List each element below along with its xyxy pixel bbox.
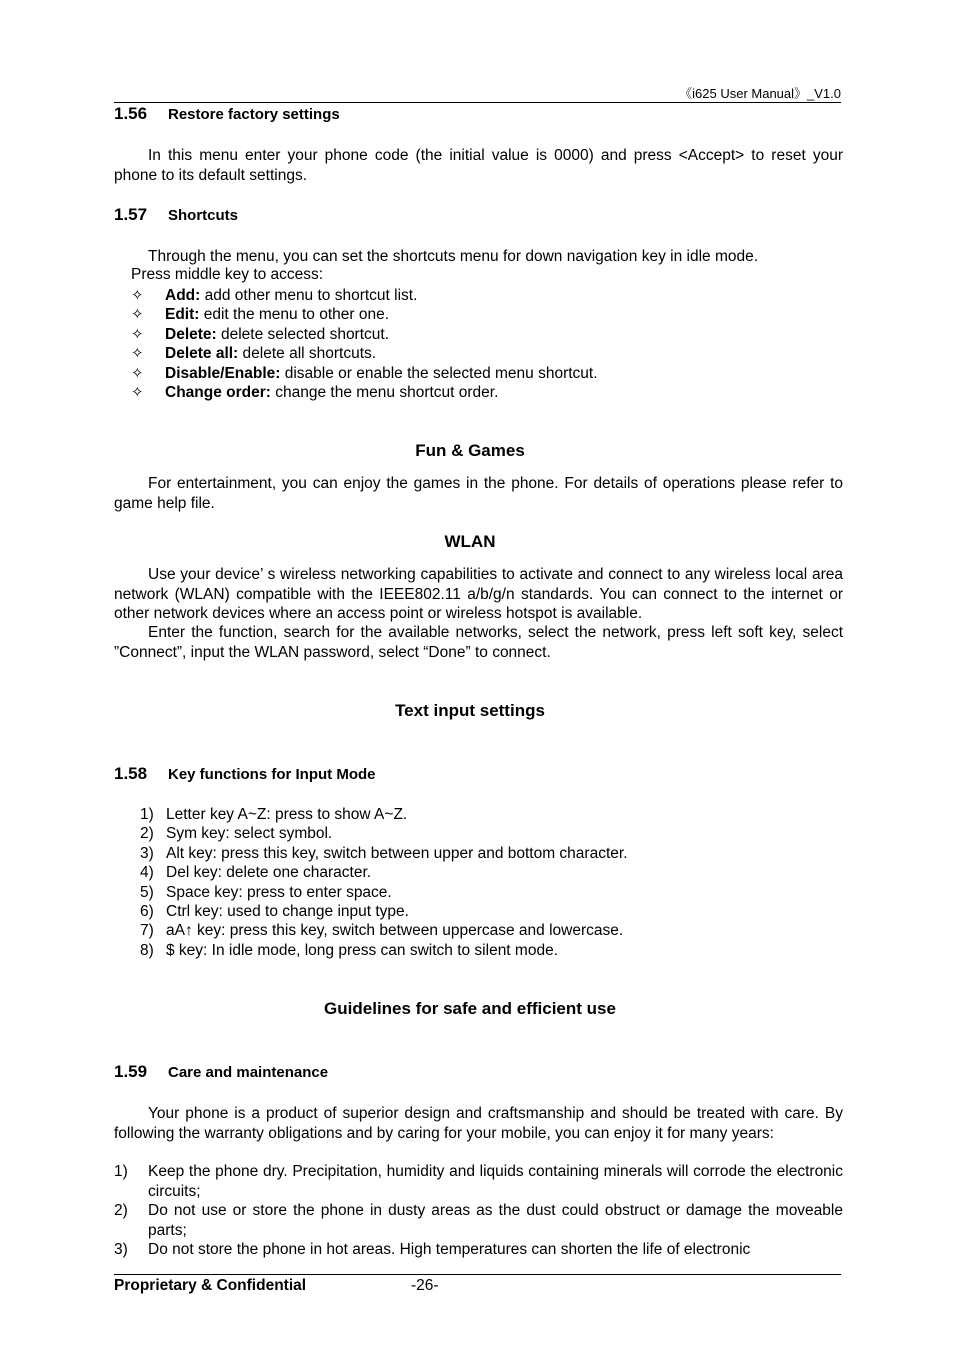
item-term: Change order:: [165, 384, 271, 401]
shortcuts-intro-2: Press middle key to access:: [131, 266, 324, 283]
item-text: Letter key A~Z: press to show A~Z.: [166, 806, 408, 823]
item-term: Disable/Enable:: [165, 364, 281, 382]
item-text: Alt key: press this key, switch between upper and bottom character.: [166, 844, 628, 862]
page-number: -26-: [411, 1277, 439, 1294]
text-input-heading: Text input settings: [395, 701, 545, 720]
item-text: Space key: press to enter space.: [166, 883, 392, 901]
guidelines-heading: Guidelines for safe and efficient use: [324, 999, 616, 1018]
section-heading-1-59: [114, 1062, 328, 1082]
list-item: [140, 922, 623, 940]
item-number: 2): [114, 1202, 128, 1219]
item-number: 6): [140, 903, 154, 920]
wlan-heading: WLAN: [444, 532, 496, 551]
item-text: Do not use or store the phone in dusty areas as the dust could obstruct or damage the moveable parts;: [148, 1202, 843, 1239]
list-item: [131, 286, 417, 305]
shortcuts-intro-text: Through the menu, you can set the shortcuts menu for down navigation key in idle mode.: [148, 248, 759, 265]
item-number: 7): [140, 922, 154, 940]
header-rule: [114, 102, 841, 103]
section-heading-1-56: [114, 104, 340, 124]
item-number: 2): [140, 825, 154, 843]
item-number: 3): [140, 844, 154, 862]
star-bullet-icon: ✧: [131, 306, 144, 324]
list-item: [131, 383, 498, 402]
item-term: Edit:: [165, 306, 200, 324]
item-number: 4): [140, 864, 154, 882]
list-item: [140, 942, 558, 960]
section-number: 1.56: [114, 104, 148, 123]
care-text: Your phone is a product of superior design and craftsmanship and should be treated with care. By following the warranty obligations and by caring for your mobile, you can enjoy it for many years:: [114, 1105, 843, 1142]
star-bullet-icon: ✧: [131, 364, 144, 382]
item-number: 1): [114, 1163, 128, 1180]
list-item: [140, 825, 332, 843]
restore-paragraph: [114, 146, 843, 185]
item-text: Sym key: select symbol.: [166, 825, 333, 843]
section-title: Key functions for Input Mode: [168, 766, 376, 783]
wlan-text-2: Enter the function, search for the available networks, select the network, press left soft key, select ”Connect”, input the WLAN password, select “Done” to connect.: [114, 624, 843, 661]
wlan-paragraph-1: [114, 565, 843, 624]
fun-games-text: For entertainment, you can enjoy the games in the phone. For details of operations please refer to game help file.: [114, 475, 843, 512]
list-item: [140, 903, 409, 921]
item-desc: disable or enable the selected menu shortcut.: [280, 364, 598, 382]
footer-confidential: Proprietary & Confidential: [114, 1277, 307, 1294]
item-term: Add:: [165, 287, 201, 304]
item-text: aA↑ key: press this key, switch between uppercase and lowercase.: [166, 922, 624, 940]
section-number: 1.58: [114, 764, 148, 783]
item-term: Delete:: [165, 325, 217, 343]
item-desc: delete all shortcuts.: [238, 345, 377, 363]
footer-rule: [114, 1274, 841, 1275]
item-desc: change the menu shortcut order.: [270, 384, 499, 401]
care-paragraph: [114, 1104, 843, 1143]
list-item: [140, 864, 371, 882]
section-heading-1-58: [114, 764, 376, 784]
wlan-paragraph-2: [114, 623, 843, 662]
section-number: 1.59: [114, 1062, 148, 1081]
fun-games-heading: Fun & Games: [415, 441, 525, 460]
section-title: Restore factory settings: [168, 106, 340, 123]
item-number: 3): [114, 1241, 128, 1258]
item-term: Delete all:: [165, 345, 239, 363]
star-bullet-icon: ✧: [131, 345, 144, 363]
list-item: [131, 364, 598, 383]
item-desc: delete selected shortcut.: [216, 325, 390, 343]
restore-text: In this menu enter your phone code (the initial value is 0000) and press <Accept> to reset your phone to its default settings.: [114, 147, 843, 184]
section-number: 1.57: [114, 205, 148, 224]
list-item: [131, 344, 376, 363]
item-number: 5): [140, 883, 154, 901]
item-text: Keep the phone dry. Precipitation, humidity and liquids containing minerals will corrode the electronic circuits;: [148, 1163, 843, 1200]
list-item: [114, 1162, 843, 1202]
star-bullet-icon: ✧: [131, 287, 144, 304]
item-text: Ctrl key: used to change input type.: [166, 903, 409, 920]
item-desc: edit the menu to other one.: [199, 306, 390, 324]
section-title: Care and maintenance: [168, 1064, 329, 1081]
fun-games-paragraph: [114, 474, 843, 513]
item-number: 8): [140, 941, 154, 959]
star-bullet-icon: ✧: [131, 384, 144, 401]
wlan-text-1: Use your device’ s wireless networking capabilities to activate and connect to any wireless local area network (WLAN) compatible with the IEEE802.11 a/b/g/n standards. You can connect to the internet or other network devices where an access point or wireless hotspot is available.: [114, 566, 843, 622]
item-text: $ key: In idle mode, long press can switch to silent mode.: [166, 941, 559, 959]
item-text: Del key: delete one character.: [166, 864, 372, 882]
list-item: [140, 884, 392, 902]
list-item: [131, 305, 389, 324]
star-bullet-icon: ✧: [131, 325, 144, 343]
item-number: 1): [140, 806, 154, 823]
list-item: [140, 806, 407, 824]
section-title: Shortcuts: [168, 207, 239, 224]
list-item: [114, 1201, 843, 1241]
list-item: [140, 845, 628, 863]
section-heading-1-57: [114, 205, 238, 225]
item-text: Do not store the phone in hot areas. High temperatures can shorten the life of electronic: [148, 1241, 751, 1258]
shortcuts-intro: [114, 247, 843, 267]
list-item: [131, 325, 389, 344]
item-desc: add other menu to shortcut list.: [200, 287, 418, 304]
page-header: 《i625 User Manual》_V1.0: [679, 86, 841, 101]
